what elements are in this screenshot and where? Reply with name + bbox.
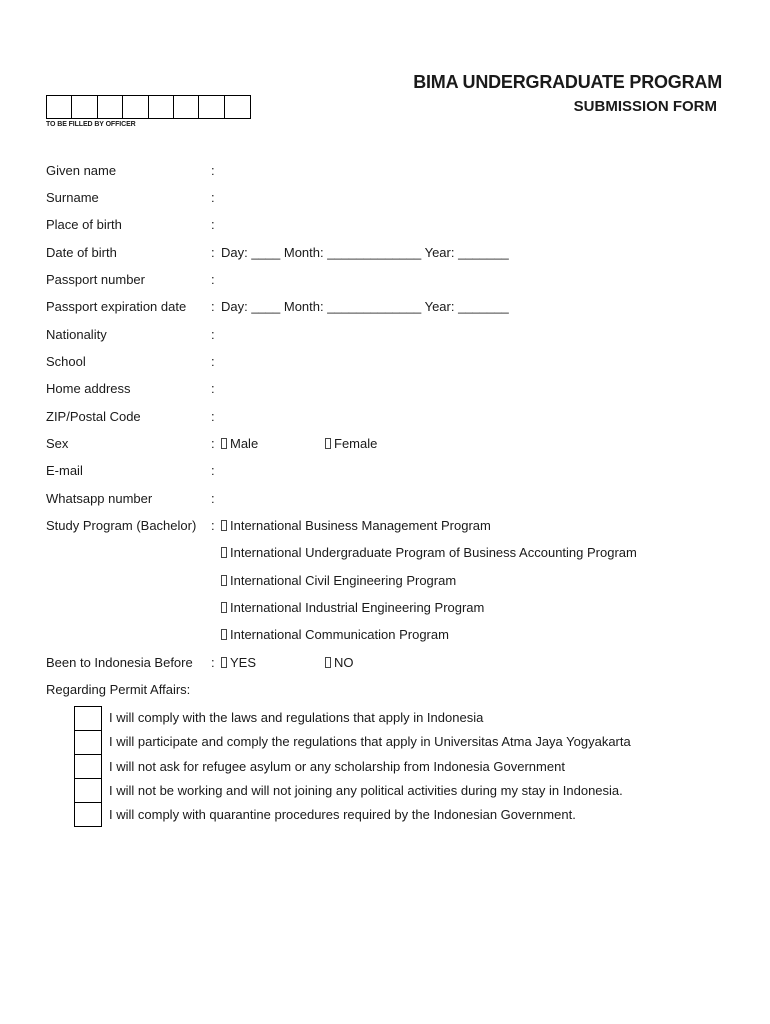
colon: : — [211, 217, 215, 232]
officer-box — [98, 96, 123, 118]
colon: : — [211, 381, 215, 396]
officer-box — [72, 96, 97, 118]
section-label: Regarding Permit Affairs: — [46, 682, 191, 697]
checkbox-icon — [221, 629, 227, 640]
field-label: Passport number — [46, 272, 145, 287]
officer-label: TO BE FILLED BY OFFICER — [46, 121, 136, 128]
date-blanks[interactable]: Day: ____ Month: _____________ Year: _______ — [221, 245, 509, 260]
form-title: BIMA UNDERGRADUATE PROGRAM — [413, 72, 722, 92]
field-label: Surname — [46, 190, 99, 205]
study-program-option[interactable] — [221, 626, 449, 644]
checkbox-icon — [221, 602, 227, 613]
colon: : — [211, 245, 215, 260]
study-program-option[interactable] — [221, 572, 456, 590]
sex-female-option[interactable] — [325, 435, 377, 453]
officer-box — [149, 96, 174, 118]
checkbox-icon — [221, 657, 227, 668]
colon: : — [211, 491, 215, 506]
permit-checkbox[interactable] — [74, 802, 102, 827]
field-label: Nationality — [46, 327, 107, 342]
colon: : — [211, 327, 215, 342]
colon: : — [211, 409, 215, 424]
study-program-option[interactable] — [221, 517, 491, 535]
colon: : — [211, 463, 215, 478]
colon: : — [211, 299, 215, 314]
field-label: School — [46, 354, 86, 369]
permit-statement: I will not be working and will not joining any political activities during my stay in Indonesia. — [109, 783, 623, 798]
field-label: Home address — [46, 381, 131, 396]
option-label: International Communication Program — [230, 627, 449, 642]
permit-checkbox[interactable] — [74, 778, 102, 803]
officer-box — [199, 96, 224, 118]
field-label: ZIP/Postal Code — [46, 409, 141, 424]
colon: : — [211, 518, 215, 533]
option-label: International Undergraduate Program of Business Accounting Program — [230, 545, 637, 560]
study-program-option[interactable] — [221, 544, 637, 562]
checkbox-icon — [221, 547, 227, 558]
colon: : — [211, 272, 215, 287]
colon: : — [211, 163, 215, 178]
field-label: Been to Indonesia Before — [46, 655, 193, 670]
field-label: E-mail — [46, 463, 83, 478]
date-blanks[interactable]: Day: ____ Month: _____________ Year: _______ — [221, 299, 509, 314]
checkbox-icon — [325, 657, 331, 668]
permit-checkbox[interactable] — [74, 706, 102, 731]
option-label: International Industrial Engineering Program — [230, 600, 485, 615]
field-label: Study Program (Bachelor) — [46, 518, 197, 533]
option-label: Male — [230, 436, 259, 451]
option-label: International Business Management Program — [230, 518, 491, 533]
field-label: Whatsapp number — [46, 491, 153, 506]
colon: : — [211, 190, 215, 205]
option-label: YES — [230, 655, 257, 670]
sex-male-option[interactable] — [221, 435, 258, 453]
permit-checkbox[interactable] — [74, 730, 102, 755]
permit-checkbox[interactable] — [74, 754, 102, 779]
study-program-option[interactable] — [221, 599, 484, 617]
been-yes-option[interactable] — [221, 654, 256, 672]
officer-box — [47, 96, 72, 118]
form-subtitle: SUBMISSION FORM — [573, 98, 717, 115]
been-no-option[interactable] — [325, 654, 354, 672]
checkbox-icon — [221, 438, 227, 449]
field-label: Sex — [46, 436, 69, 451]
option-label: International Civil Engineering Program — [230, 573, 457, 588]
officer-box — [123, 96, 148, 118]
option-label: NO — [334, 655, 354, 670]
option-label: Female — [334, 436, 378, 451]
colon: : — [211, 354, 215, 369]
officer-box — [225, 96, 250, 118]
permit-statement: I will comply with the laws and regulations that apply in Indonesia — [109, 710, 484, 725]
permit-statement: I will participate and comply the regulations that apply in Universitas Atma Jaya Yogyakarta — [109, 734, 631, 749]
colon: : — [211, 655, 215, 670]
officer-code-boxes — [46, 95, 251, 119]
field-label: Date of birth — [46, 245, 117, 260]
officer-box — [174, 96, 199, 118]
field-label: Place of birth — [46, 217, 122, 232]
permit-statement: I will comply with quarantine procedures required by the Indonesian Government. — [109, 807, 576, 822]
field-label: Given name — [46, 163, 117, 178]
checkbox-icon — [221, 575, 227, 586]
colon: : — [211, 436, 215, 451]
permit-statement: I will not ask for refugee asylum or any scholarship from Indonesia Government — [109, 759, 565, 774]
checkbox-icon — [221, 520, 227, 531]
field-label: Passport expiration date — [46, 299, 187, 314]
checkbox-icon — [325, 438, 331, 449]
